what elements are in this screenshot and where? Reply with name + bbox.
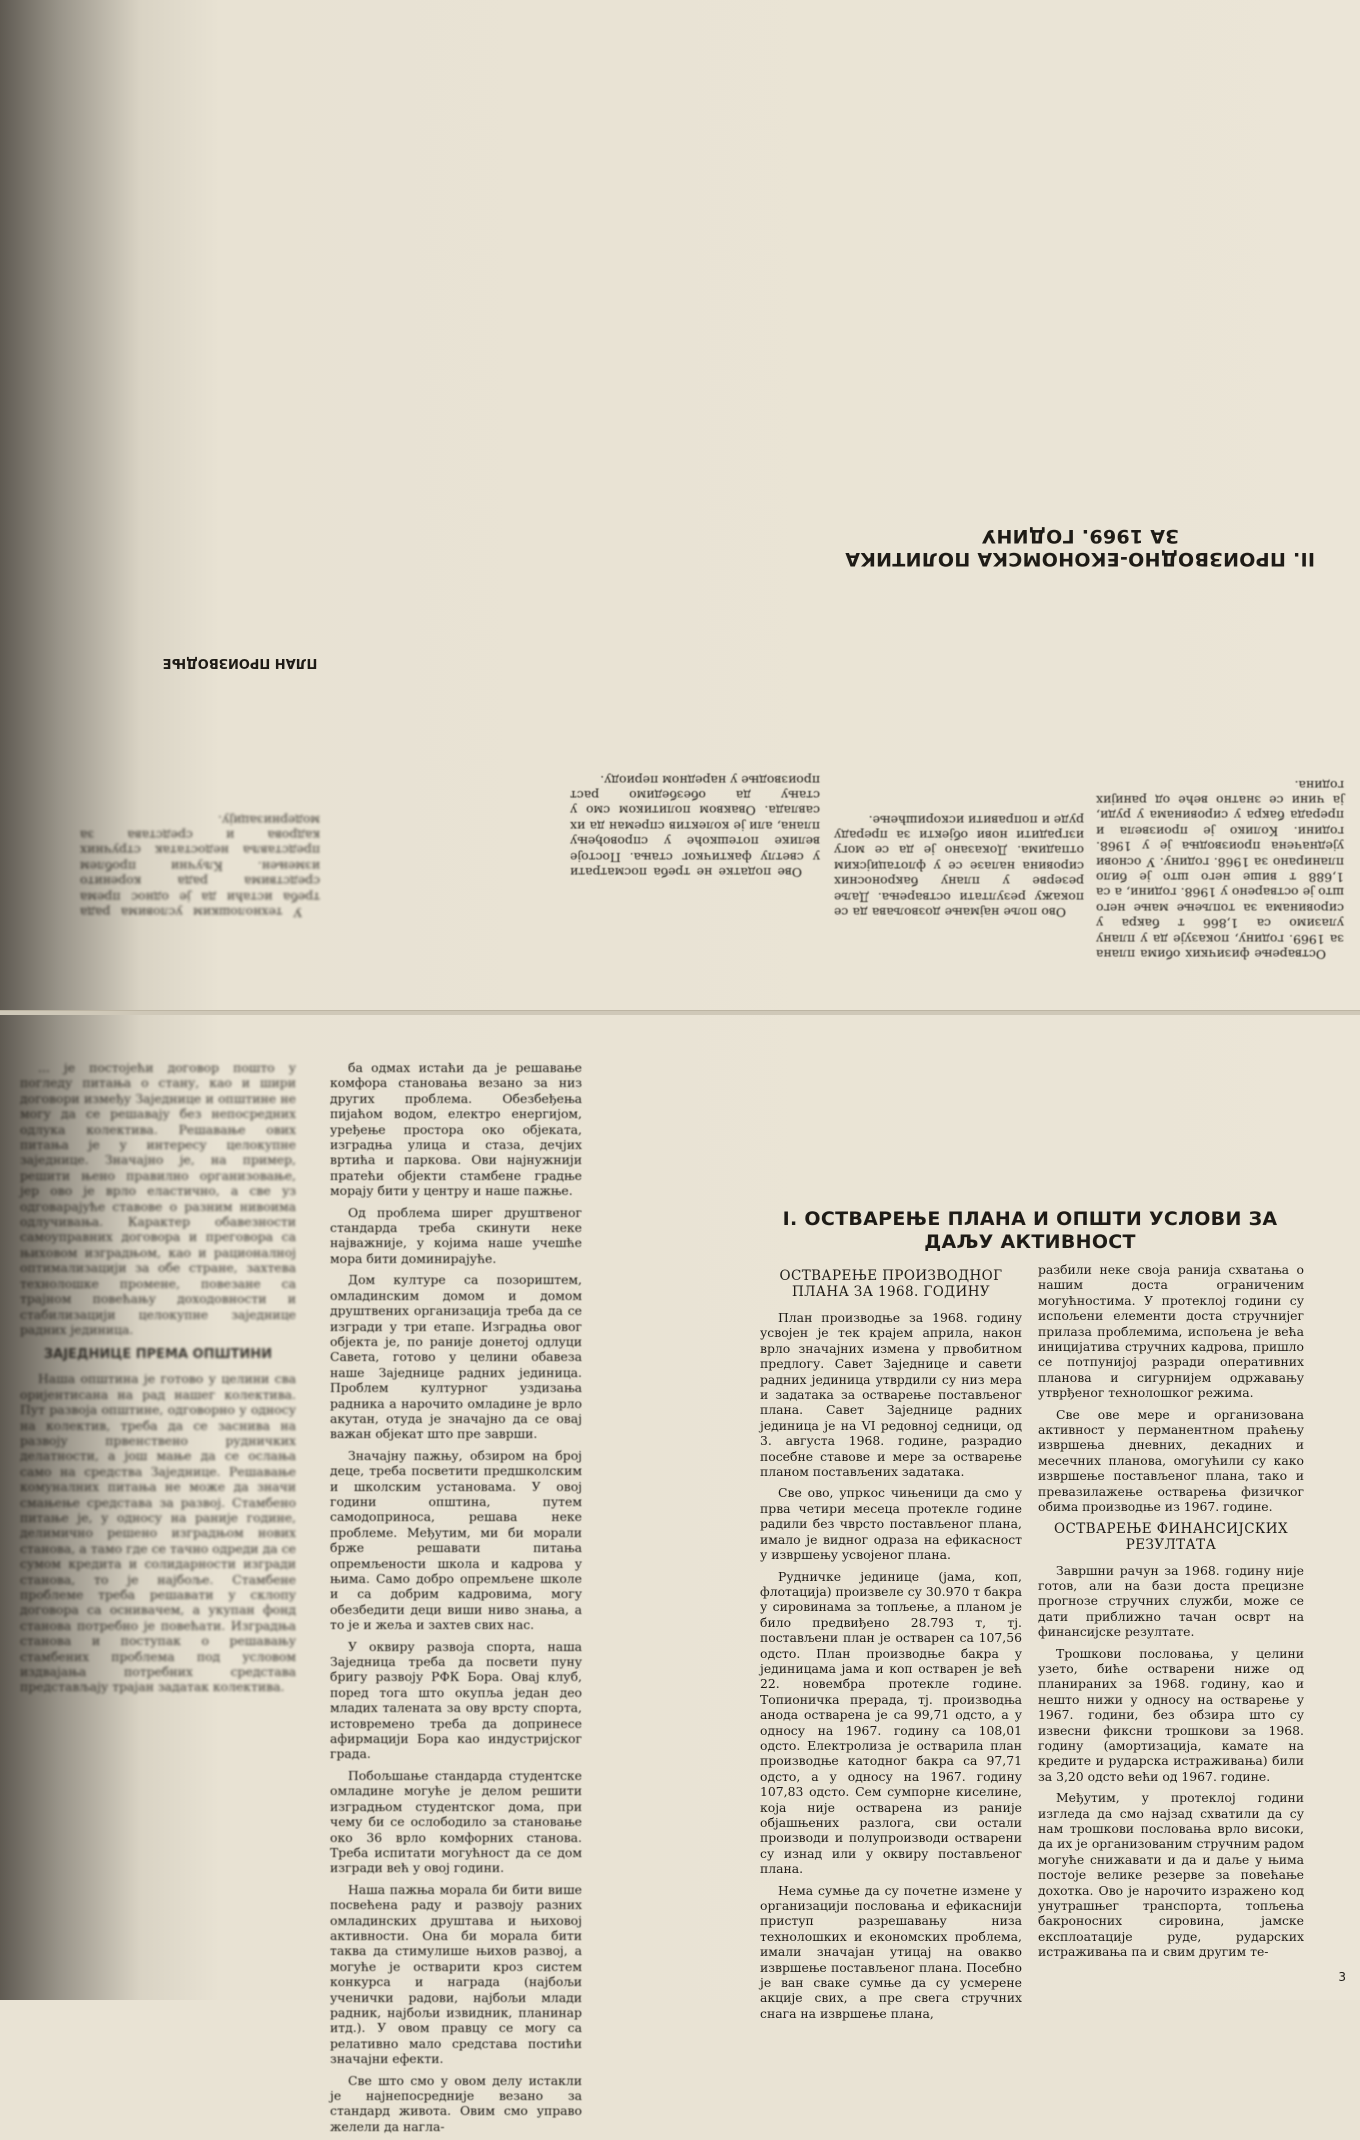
col2-text-h: Све што смо у овом делу истакли је најнепосредније везано за стандард живота. Овим смо управо желели да нагла- <box>330 2072 582 2134</box>
section-p6: Све ове мере и организована активност у перманентном праћењу извршења дневних, декадних и месечних планова, омогућили су како извршење постављеног плана, тако и превазилажење остварења физичког обима производње из 1967. године. <box>1038 1406 1304 1515</box>
col1-text: ... је постојећи договор пошто у погледу питања о стану, као и шири договори између Заједнице и општине не могу да се решавају без непосредних одлука колектива. Решавање ових питања је у интересу целокупне заједнице. Значајно је, на пример, решити њено правилно организовање, јер ово је врло еластично, а све уз одговарајуће ставове о разним нивоима одлучивања. Карактер обавезности самоуправних договора и преговора са њиховом изградњом, као и рационалној оптимализацији за обе стране, захтева технолошке промене, повезане са трајном повећању доходовности и стабилизацији целокупне заједнице радних јединица. <box>20 1060 296 1337</box>
upside-col-mid-text: Ово поље најмање дозвољава да се покажу резултати остварења. Даље резерве у плану бакроносних сировина налазе се у флотацијским отпадима. Доказано је да се могу изградити нови објекти за прераду руде и поправити искоришћење. <box>834 812 1084 920</box>
col2-text-f: Побољшање стандарда студентске омладине могуће је делом решити изградњом студентског дома, при чему би се ослободило за становање око 36 врло комфорних станова. Треба испитати могућност да се дом изгради већ у овој години. <box>330 1767 582 1876</box>
col2-text-g: Наша пажња морала би бити више посвећена раду и развоју разних омладинских друштава и њиховој активности. Она би морала бити таква да стимулише њихов развој, а могуће је остварити кроз систем конкурса и награда (најбољи ученички радови, најбољи млади радник, најбољи извидник, планинар итд.). У овом правцу се могу са релативно мало средстава постићи значајни ефекти. <box>330 1881 582 2067</box>
upside-col-far <box>80 806 320 920</box>
upside-col-mid <box>834 806 1084 920</box>
column-far-left <box>20 1060 296 1701</box>
upside-col-far-text: У технолошким условима рада треба истаћи да је однос према средствима рада коренито измењен. Кључни проблем представља недостатак стручних кадрова и средстава за модернизацију. <box>80 812 320 920</box>
upside-col-left-text: Ове податке не треба посматрати у светлу фактичког стања. Постоје велике потешкоће у спровођењу плана, али је колектив спреман да их савлада. Оваквом политиком смо у стању да обезбедимо раст производње у наредном периоду. <box>570 772 820 880</box>
upside-col-right-text: Остварење физичких обима плана за 1969. годину, показује да у плану улазимо са 1,866 т бакра у сировинама за топљење мање него што је остварено у 1968. години, а са 1,688 т више него што је било планирано за 1968. годину. У основи уједначена производња је у 1968. години. Колико је произвела и прерада бакра у сировинама у руди, ја чини се знатно веће од ранијих година. <box>1096 777 1344 962</box>
section-p1: План производње за 1968. годину усвојен је тек крајем априла, након врло значајних измена у првобитном предлогу. Савет Заједнице и савети радних јединица утврдили су низ мера и задатака за остварење постављеног плана. Савет Заједнице радних јединица је на VI редовној седници, од 3. августа 1968. године, разрадио посебне ставове и мере за остварење планом постављених задатака. <box>760 1310 1022 1480</box>
section-p3: Рудничке јединице (јама, коп, флотација) произвеле су 30.970 т бакра у сировинама за топљење, а планом је било предвиђено 28.793 т, тј. постављени план је остварен са 107,56 одсто. План производње бакра у јединицама јама и коп остварен је већ 22. новембра протекле године. Топионичка прерада, тј. производња анода остварена је са 99,71 одсто, а у односу на 1967. годину са 108,01 одсто. Електролиза је остварила план производње катодног бакра са 97,71 одсто, а у односу на 1967. годину 107,83 одсто. Сем сумпорне киселине, која није остварена из раније објашњених разлога, сви остали производи и полупроизводи остварени су изнад или у оквиру постављеног плана. <box>760 1568 1022 1877</box>
section-heading: I. ОСТВАРЕЊЕ ПЛАНА И ОПШТИ УСЛОВИ ЗА ДАЉУ АКТИВНОСТ <box>782 1208 1278 1253</box>
section-p5: разбили неке своја ранија схватања о нашим доста ограниченим могућностима. У протеклој години су испољени елементи доста стручнијег прилаза проблемима, испољена је већа иницијатива стручних кадрова, пришло се потпунијој разради оперативних планова и сигурнијем одржавању утврђеног технолошког режима. <box>1038 1262 1304 1401</box>
page-number: 3 <box>1338 1970 1346 1984</box>
upside-col-right <box>1096 771 1344 962</box>
col2-text-d: Значајну пажњу, обзиром на број деце, треба посветити предшколским и школским установама. У овој години општина, путем самодоприноса, решава неке проблеме. Међутим, ми би морали брже решавати питања опремљености школа и кадрова у њима. Само добро опремљене школе и са добрим кадровима, могу обезбедити деци виши ниво знања, а то је и жеља и захтев свих нас. <box>330 1447 582 1633</box>
section-p7: Завршни рачун за 1968. годину није готов, али на бази доста прецизне прогнозе стручних служби, може се дати приближно тачан осврт на финансијске резултате. <box>1038 1562 1304 1640</box>
upside-subheading: ПЛАН ПРОИЗВОДЊЕ <box>162 655 318 670</box>
section-p8: Трошкови пословања, у целини узето, биће остварени ниже од планираних за 1968. годину, као и нешто нижи у односу на остварење у 1967. години, без обзира што су извесни фиксни трошкови за 1968. годину (амортизација, камате на кредите и рударска истраживања) били за 3,20 одсто већи од 1967. године. <box>1038 1645 1304 1784</box>
page-fold <box>0 1010 1360 1015</box>
upside-col-left <box>570 766 820 880</box>
section-p9: Међутим, у протеклој години изгледа да смо најзад схватили да су нам трошкови пословања врло високи, да их је организованим стручним радом могуће снижавати и да и даље у њима постоје велике резерве за повећање дохотка. Ово је нарочито изражено код унутрашњег транспорта, топљења бакроносних сировина, јамске експлоатације руде, рударских истраживања па и свим другим те- <box>1038 1790 1304 1960</box>
upside-down-half <box>0 0 1360 1000</box>
production-subheading: ОСТВАРЕЊЕ ПРОИЗВОДНОГ ПЛАНА ЗА 1968. ГОДИНУ <box>779 1268 1003 1300</box>
column-second <box>330 1060 582 2140</box>
section-col-left <box>760 1262 1022 2027</box>
col2-text-b: Од проблема ширег друштвеног стандарда треба скинути неке најважније, у којима наше учешће мора бити доминирајуће. <box>330 1204 582 1266</box>
section-p4: Нема сумње да су почетне измене у организацији пословања и ефикаснији приступ разрешавању низа технолошких и економских проблема, имали значајан утицај на овакво извршење постављеног плана. Посебно је ван сваке сумње да су усмерене акције свих, а пре свега стручних снага на извршење плана, <box>760 1882 1022 2021</box>
col2-text-c: Дом културе са позориштем, омладинским домом и домом друштвених организација треба да се изгради у три етапе. Изградња овог објекта је, по раније донетој одлуци Савета, готово у целини обавеза наше Заједнице радних јединица. Проблем културног уздизања радника а нарочито омладине је врло акутан, отуда је значајно да се овај важан објекат што пре заврши. <box>330 1272 582 1442</box>
upside-heading: II. ПРОИЗВОДНО-ЕКОНОМСКА ПОЛИТИКА ЗА 1969. ГОДИНУ <box>845 525 1315 570</box>
col2-text-a: ба одмах истаћи да је решавање комфора становања везано за низ других проблема. Обезбеђења пијаћом водом, електро енергијом, уређење простора око објеката, изградња улица и стаза, дечјих вртића и паркова. Ови најнужнији пратећи објекти стамбене градње морају бити у центру и наше пажње. <box>330 1060 582 1199</box>
section-p2: Све ово, упркос чињеници да смо у прва четири месеца протекле године радили без чврсто постављеног плана, имало је видног одраза на ефикасност у извршењу усвојеног плана. <box>760 1485 1022 1563</box>
col1b-text: Наша општина је готово у целини сва оријентисана на рад нашег колектива. Пут развоја општине, одговорно у односу на колектив, треба да се заснива на развоју првенствено рудничких делатности, а још мање да се ослања само на средства Заједнице. Решавање комуналних питања не може да значи смањење средстава за развој. Стамбено питање је, у односу на раније године, делимично решено изградњом нових станова, а тамо где се тачно одреди да се сумом кредита и солидарности изгради станова, то је најбоље. Стамбене проблеме треба решавати у склопу договора са оснивачем, а укупан фонд станова потребно је повећати. Изградња станова и поступак о решавању стамбених проблема под условом издвајања потребних средстава представљају трајан задатак колектива. <box>20 1371 296 1695</box>
section-col-right <box>1038 1262 1304 1966</box>
financial-subheading: ОСТВАРЕЊЕ ФИНАНСИЈСКИХ РЕЗУЛТАТА <box>1054 1520 1288 1553</box>
col1-heading: ЗАЈЕДНИЦЕ ПРЕМА ОПШТИНИ <box>43 1347 273 1363</box>
col2-text-e: У оквиру развоја спорта, наша Заједница треба да посвети пуну бригу развоју РФК Бора. Овај клуб, поред тога што окупља један део младих талената за ову врсту спорта, истовремено треба да допринесе афирмацији Бора као индустријског града. <box>330 1638 582 1762</box>
